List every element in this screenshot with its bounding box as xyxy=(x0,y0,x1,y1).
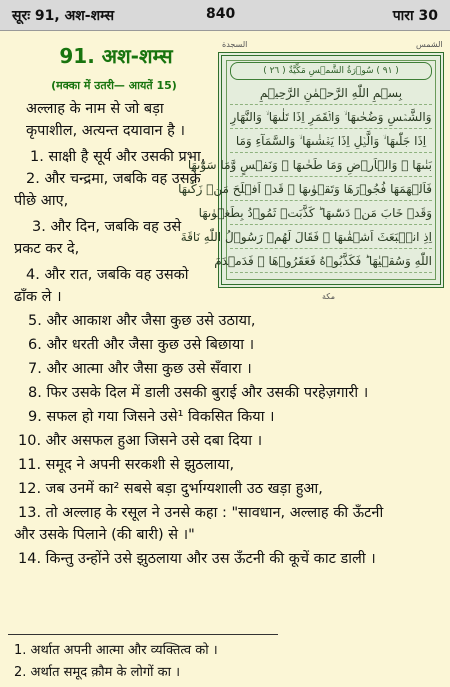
verse-line: ढाँक ले । xyxy=(14,289,62,305)
arabic-line: فَاَلۡهَمَهَا فُجُوۡرَهَا وَتَقۡوٰىهَا ۙ قَدۡ اَفۡلَحَ مَنۡ زَكّٰىهَا xyxy=(230,178,432,201)
verse-line: कृपाशील, अत्यन्त दयावान है । xyxy=(26,123,185,139)
verse-line: 11. समूद ने अपनी सरकशी से झुठलाया, xyxy=(18,457,235,473)
arabic-corner-bottom: مكة xyxy=(322,292,335,301)
arabic-heading: ( ٩١ ) سُوۡرَةُ الشَّمۡسِ مَكِّيَّةٌ ( ٢٦ ) xyxy=(230,62,432,80)
page-header xyxy=(0,0,450,31)
footnote-1: 1. अर्थात अपनी आत्मा और व्यक्तित्व को । xyxy=(14,643,218,658)
arabic-line: بَنٰىهَا ۙ وَالۡاَرۡضِ وَمَا طَحٰىهَا ۙ وَنَفۡسٍ وَّمَا سَوّٰىهَا xyxy=(230,154,432,177)
surah-meta: (मक्का में उतरी— आयतें 15) xyxy=(51,79,177,92)
arabic-line: اللّٰهِ وَسُقۡيٰهَا ؕ فَكَذَّبُوۡهُ فَعَقَرُوۡهَا ۙ فَدَمۡدَمَ xyxy=(230,250,432,273)
verse-line: 12. जब उनमें का² सबसे बड़ा दुर्भाग्यशाली उठ खड़ा हुआ, xyxy=(18,481,323,497)
verse-line: 3. और दिन, जबकि वह उसे xyxy=(32,219,182,235)
arabic-line: وَالشَّمۡسِ وَضُحٰىهَا ۙ وَالۡقَمَرِ اِذَا تَلٰىهَا ۙ وَالنَّهَارِ xyxy=(230,106,432,129)
arabic-line: اِذِ انۡۢبَعَثَ اَشۡقٰىهَا ۙ فَقَالَ لَهُمۡ رَسُوۡلُ اللّٰهِ نَاقَةَ xyxy=(230,226,432,249)
verse-line: 10. और असफल हुआ जिसने उसे दबा दिया । xyxy=(18,433,263,449)
arabic-line: اِذَا جَلّٰىهَا ۙ وَالَّيۡلِ اِذَا يَغۡشٰىهَا ۙ وَالسَّمَآءِ وَمَا xyxy=(230,130,432,153)
verse-line: पीछे आए, xyxy=(14,193,69,209)
header-surah-name: सूरः 91, अश-शम्स xyxy=(12,8,115,24)
verse-line: प्रकट कर दे, xyxy=(14,241,80,257)
verse-line: अल्लाह के नाम से जो बड़ा xyxy=(26,101,164,117)
footnote-divider xyxy=(8,634,278,635)
verse-line: 7. और आत्मा और जैसा कुछ उसे सँवारा । xyxy=(28,361,252,377)
arabic-corner-right: الشمس xyxy=(416,40,443,49)
verse-line: 13. तो अल्लाह के रसूल ने उनसे कहा : "सावधान, अल्लाह की ऊँटनी xyxy=(18,505,384,521)
verse-line: 6. और धरती और जैसा कुछ उसे बिछाया । xyxy=(28,337,255,353)
verse-line: 2. और चन्द्रमा, जबकि वह उसके xyxy=(26,171,201,187)
verse-line: 4. और रात, जबकि वह उसको xyxy=(26,267,189,283)
footnote-2: 2. अर्थात समूद क़ौम के लोगों का । xyxy=(14,665,181,680)
verse-line: और उसके पिलाने (की बारी) से ।" xyxy=(14,527,195,543)
arabic-corner-left: السجدة xyxy=(222,40,248,49)
header-para: पारा 30 xyxy=(392,8,438,24)
arabic-line: وَقَدۡ خَابَ مَنۡ دَسّٰىهَا ؕ كَذَّبَتۡ ثَمُوۡدُ بِطَغۡوٰىهَا xyxy=(230,202,432,225)
verse-line: 1. साक्षी है सूर्य और उसकी प्रभा, xyxy=(30,149,206,165)
verse-line: 8. फिर उसके दिल में डाली उसकी बुराई और उसकी परहेज़गारी । xyxy=(28,385,369,401)
surah-title: 91. अश-शम्स xyxy=(59,44,173,68)
verse-line: 14. किन्तु उन्होंने उसे झुठलाया और उस ऊँटनी की कूचें काट डाली । xyxy=(18,551,376,567)
verse-line: 5. और आकाश और जैसा कुछ उसे उठाया, xyxy=(28,313,256,329)
arabic-line: بِسۡمِ اللّٰهِ الرَّحۡمٰنِ الرَّحِيۡمِ xyxy=(230,82,432,105)
verse-line: 9. सफल हो गया जिसने उसे¹ विकसित किया । xyxy=(28,409,275,425)
page-number: 840 xyxy=(206,6,236,22)
arabic-text-panel xyxy=(178,52,444,288)
